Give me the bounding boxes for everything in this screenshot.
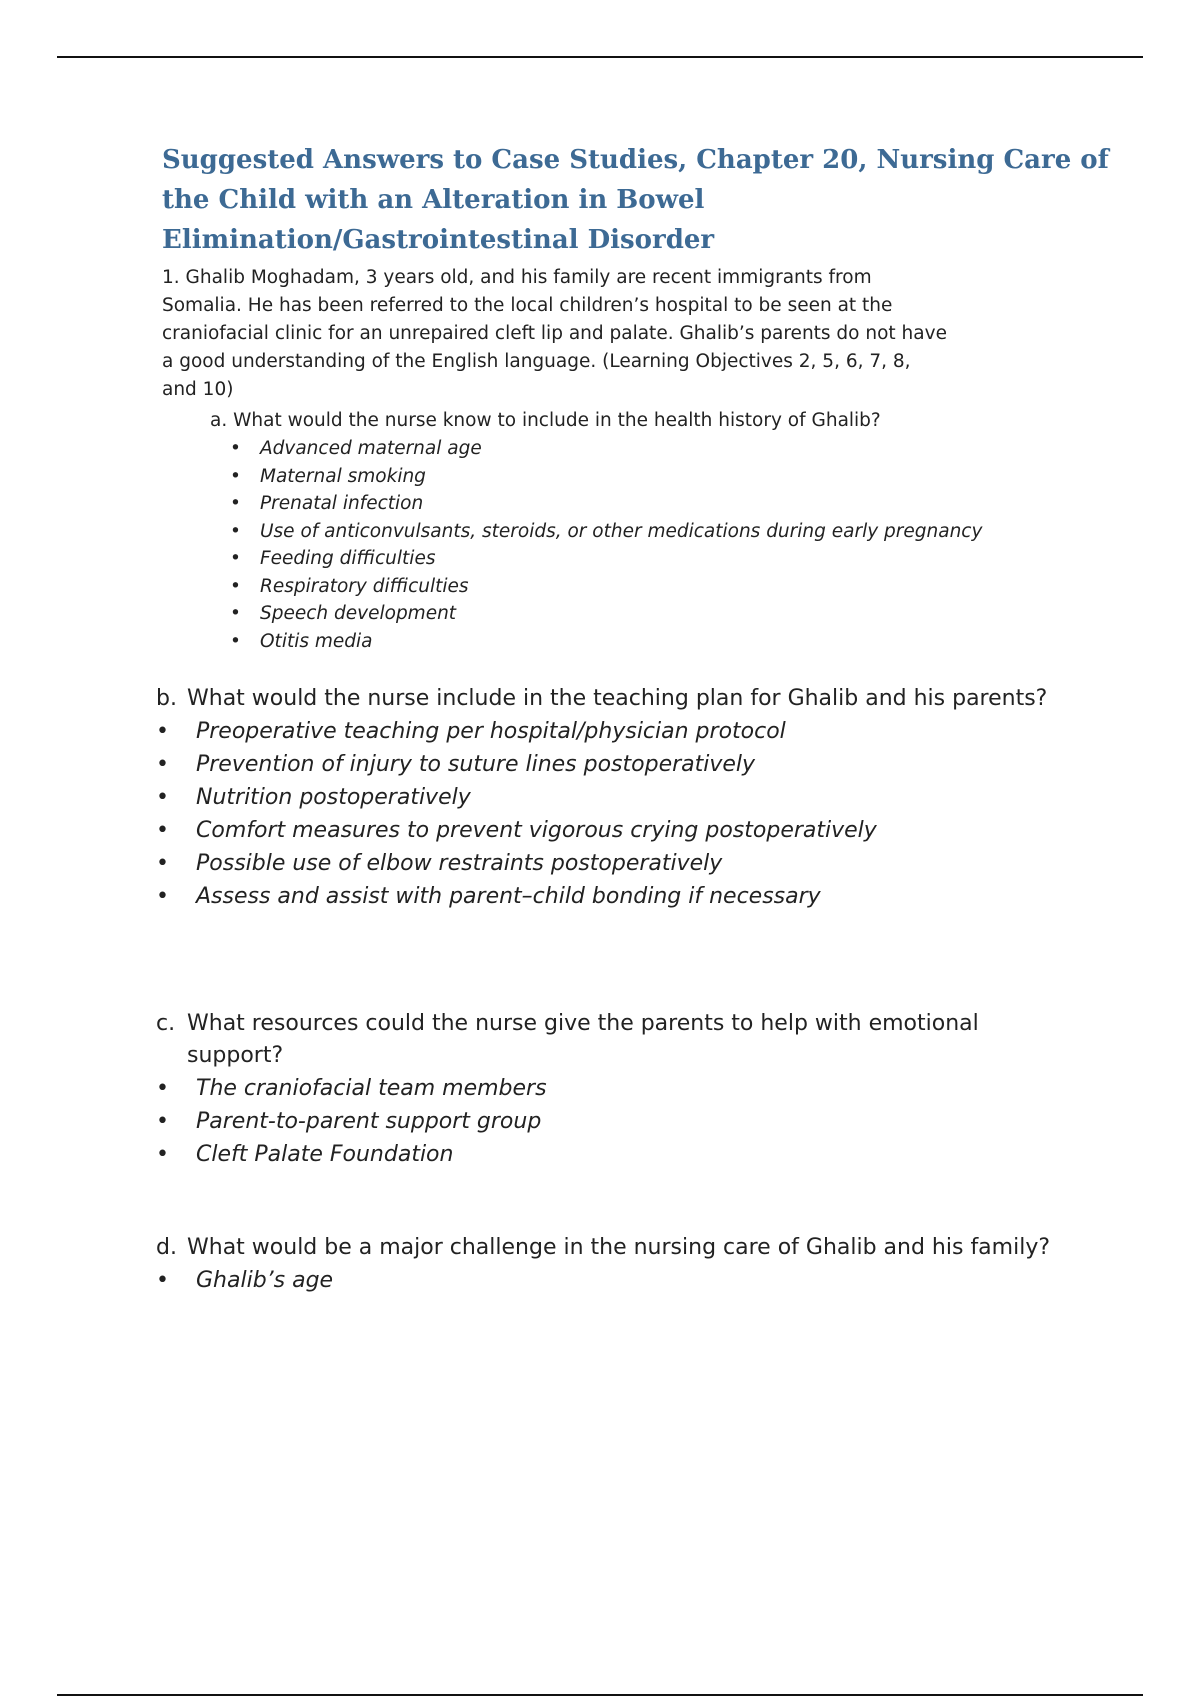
bullet: • [156,1109,169,1134]
list-item-text: The craniofacial team members [196,1076,547,1101]
list-item [156,1072,1056,1105]
list-item-text: Possible use of elbow restraints postoperatively [196,851,723,876]
list-item [156,1105,1056,1138]
list-item [230,518,1042,546]
list-item-text: Advanced maternal age [260,438,482,459]
list-item [230,545,1042,573]
bottom-rule [57,1694,1143,1696]
bullet: • [230,438,241,459]
intro-line: and 10) [162,379,234,400]
list-item-text: Prenatal infection [260,493,424,514]
intro-line: Somalia. He has been referred to the local children’s hospital to be seen at the [162,295,893,316]
intro-line: 1. Ghalib Moghadam, 3 years old, and his family are recent immigrants from [162,267,872,288]
document-title [162,140,1109,260]
bullet: • [156,752,169,777]
question-text: What would the nurse include in the teaching plan for Ghalib and his parents? [187,686,1048,711]
answer-list-d [156,1264,1056,1297]
list-item [230,600,1042,628]
list-item-text: Preoperative teaching per hospital/physician protocol [196,719,786,744]
bullet: • [230,548,241,569]
list-item [156,1138,1056,1171]
answer-list-b [156,715,1056,913]
bullet: • [230,493,241,514]
list-item-text: Otitis media [260,630,373,652]
title-line: Suggested Answers to Case Studies, Chapter 20, Nursing Care of [162,145,1109,175]
list-item-text: Comfort measures to prevent vigorous crying postoperatively [196,818,877,843]
question-text: What resources could the nurse give the parents to help with emotional support? [187,1011,979,1068]
list-item-text: Use of anticonvulsants, steroids, or other medications during early pregnancy [260,520,983,542]
question-letter: c. [156,1011,176,1036]
list-item [156,715,1056,748]
list-item [156,880,1056,913]
bullet: • [156,719,169,744]
question-text: What would be a major challenge in the nursing care of Ghalib and his family? [187,1235,1051,1260]
list-item-text: Cleft Palate Foundation [196,1142,454,1167]
list-item-text: Ghalib’s age [196,1268,334,1293]
bullet: • [230,465,241,487]
list-item [230,490,1042,518]
section-d [156,1232,1056,1297]
question-c [156,1008,1056,1072]
answer-list-c [156,1072,1056,1171]
title-line: the Child with an Alteration in Bowel [162,185,705,215]
list-item-text: Nutrition postoperatively [196,785,471,810]
bullet: • [230,630,241,652]
question-d [156,1232,1056,1264]
intro-line: craniofacial clinic for an unrepaired cleft lip and palate. Ghalib’s parents do not have [162,323,947,344]
list-item [230,573,1042,601]
case-study-1 [162,264,1042,655]
bullet: • [156,1076,169,1101]
list-item [156,1264,1056,1297]
list-item [230,463,1042,491]
list-item-text: Assess and assist with parent–child bonding if necessary [196,884,821,909]
bullet: • [156,884,169,909]
case-intro [162,264,1042,404]
section-c [156,1008,1056,1171]
question-letter: b. [156,686,177,711]
bullet: • [156,851,169,876]
bullet: • [156,785,169,810]
list-item-text: Prevention of injury to suture lines postoperatively [196,752,756,777]
section-b [156,683,1056,913]
intro-line: a good understanding of the English language. (Learning Objectives 2, 5, 6, 7, 8, [162,351,911,372]
bullet: • [230,603,241,624]
list-item-text: Speech development [260,603,457,624]
answer-list-a [162,435,1042,655]
list-item [156,781,1056,814]
list-item [156,814,1056,847]
question-a: a. What would the nurse know to include in the health history of Ghalib? [210,410,881,431]
list-item [230,628,1042,656]
bullet: • [230,520,241,542]
bullet: • [156,1268,169,1293]
list-item-text: Parent-to-parent support group [196,1109,542,1134]
list-item [156,748,1056,781]
list-item [156,847,1056,880]
bullet: • [230,575,241,597]
list-item [230,435,1042,463]
question-letter: d. [156,1235,177,1260]
bullet: • [156,1142,169,1167]
bullet: • [156,818,169,843]
title-line: Elimination/Gastrointestinal Disorder [162,225,715,255]
list-item-text: Respiratory difficulties [260,575,469,597]
top-rule [57,56,1143,58]
question-b [156,683,1056,715]
list-item-text: Maternal smoking [260,465,426,487]
list-item-text: Feeding difficulties [260,548,436,569]
